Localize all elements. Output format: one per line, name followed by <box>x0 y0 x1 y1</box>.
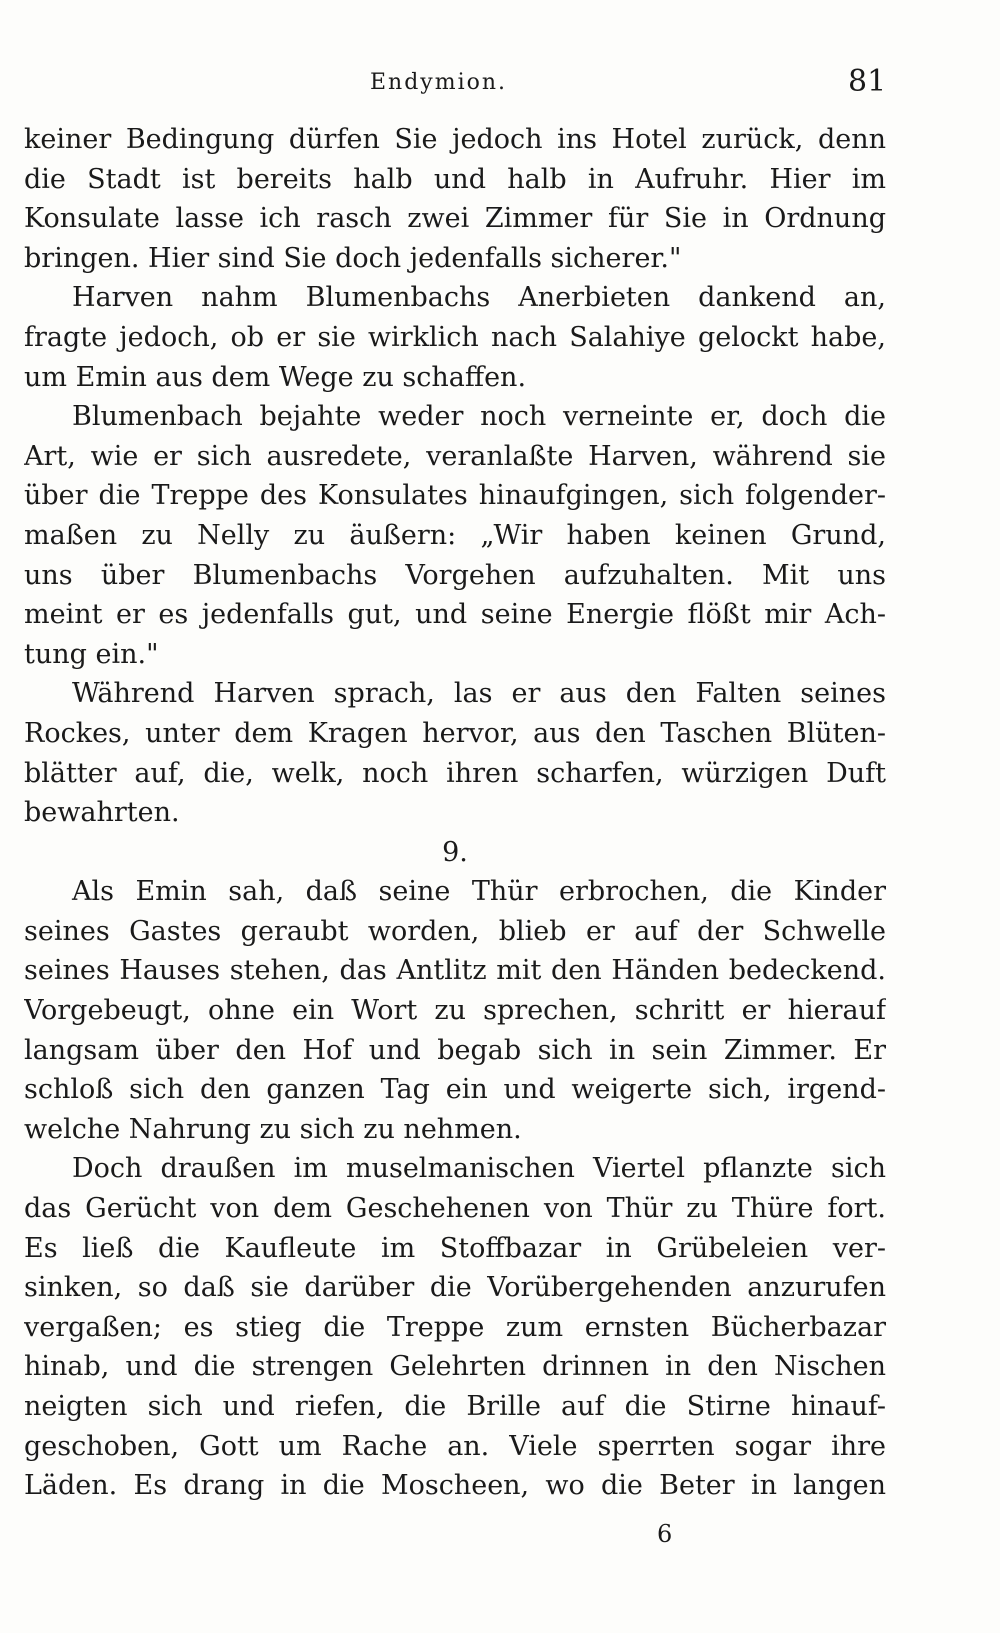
text-line: neigten sich und riefen, die Brille auf die Stirne hinauf- <box>24 1391 886 1422</box>
text-line: Doch draußen im muselmanischen Viertel pflanzte sich <box>72 1153 886 1185</box>
text-line: Rockes, unter dem Kragen hervor, aus den Taschen Blüten- <box>24 717 886 749</box>
text-line: fragte jedoch, ob er sie wirklich nach Salahiye gelockt habe, <box>24 321 886 353</box>
text-line: blätter auf, die, welk, noch ihren scharfen, würzigen Duft <box>24 757 886 789</box>
text-line: Art, wie er sich ausredete, veranlaßte Harven, während sie <box>24 440 886 472</box>
text-line: meint er es jedenfalls gut, und seine Energie flößt mir Ach- <box>24 599 886 631</box>
text-line: Als Emin sah, daß seine Thür erbrochen, die Kinder <box>72 876 886 908</box>
text-line: Konsulate lasse ich rasch zwei Zimmer für Sie in Ordnung <box>24 203 886 235</box>
text-line: bringen. Hier sind Sie doch jedenfalls sicherer." <box>24 242 682 274</box>
text-line: tung ein." <box>24 638 159 670</box>
text-line: über die Treppe des Konsulates hinaufgingen, sich folgender- <box>24 480 886 512</box>
text-line: vergaßen; es stieg die Treppe zum ernsten Bücherbazar <box>24 1311 886 1343</box>
text-line: Während Harven sprach, las er aus den Falten seines <box>72 678 886 710</box>
text-line: das Gerücht von dem Geschehenen von Thür zu Thüre fort. <box>24 1193 886 1225</box>
text-line: keiner Bedingung dürfen Sie jedoch ins Hotel zurück, denn <box>24 124 886 155</box>
text-line: bewahrten. <box>24 797 180 829</box>
text-line: schloß sich den ganzen Tag ein und weigerte sich, irgend- <box>24 1074 886 1106</box>
text-line: uns über Blumenbachs Vorgehen aufzuhalten. Mit uns <box>24 559 886 591</box>
text-line: geschoben, Gott um Rache an. Viele sperrten sogar ihre <box>24 1430 886 1462</box>
text-line: Es ließ die Kaufleute im Stoffbazar in Grübeleien ver- <box>24 1232 886 1264</box>
text-line: hinab, und die strengen Gelehrten drinnen in den Nischen <box>24 1351 886 1383</box>
printer-signature: 6 <box>657 1520 673 1548</box>
running-title: Endymion. <box>370 70 508 95</box>
text-line: sinken, so daß sie darüber die Vorübergehenden anzurufen <box>24 1272 886 1304</box>
text-line: langsam über den Hof und begab sich in sein Zimmer. Er <box>24 1034 886 1066</box>
body-text <box>24 120 886 1506</box>
text-line: um Emin aus dem Wege zu schaffen. <box>24 361 527 393</box>
running-head <box>0 64 1000 110</box>
text-line: Harven nahm Blumenbachs Anerbieten dankend an, <box>72 282 886 314</box>
text-line: Läden. Es drang in die Moscheen, wo die Beter in langen <box>24 1470 886 1502</box>
page-number: 81 <box>848 64 887 99</box>
text-line: seines Gastes geraubt worden, blieb er auf der Schwelle <box>24 915 886 947</box>
text-line: Blumenbach bejahte weder noch verneinte er, doch die <box>72 401 886 433</box>
text-line: seines Hauses stehen, das Antlitz mit den Händen bedeckend. <box>24 955 886 987</box>
section-number: 9. <box>442 836 468 868</box>
text-line: welche Nahrung zu sich zu nehmen. <box>24 1113 522 1145</box>
text-line: Vorgebeugt, ohne ein Wort zu sprechen, schritt er hierauf <box>24 995 886 1027</box>
text-line: maßen zu Nelly zu äußern: „Wir haben keinen Grund, <box>24 519 886 551</box>
text-line: die Stadt ist bereits halb und halb in Aufruhr. Hier im <box>24 163 886 195</box>
